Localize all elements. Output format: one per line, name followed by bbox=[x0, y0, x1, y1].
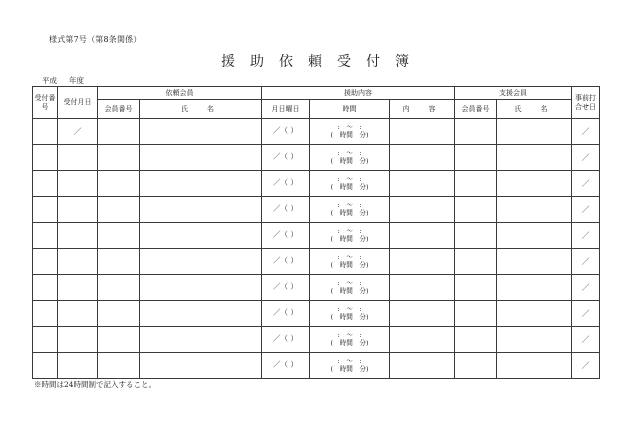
duration-mark: ( 時間 分) bbox=[330, 234, 369, 243]
cell-support-date[interactable]: ／（ ） bbox=[262, 275, 310, 301]
cell-support-time[interactable] bbox=[310, 197, 390, 223]
cell-requester-id[interactable] bbox=[98, 275, 140, 301]
cell-requester-name[interactable] bbox=[140, 327, 262, 353]
time-range-mark: : 〜 : bbox=[337, 304, 362, 313]
cell-number[interactable] bbox=[33, 327, 58, 353]
cell-support-date[interactable]: ／（ ） bbox=[262, 171, 310, 197]
duration-mark: ( 時間 分) bbox=[330, 260, 369, 269]
time-range-mark: : 〜 : bbox=[337, 252, 362, 261]
cell-helper-id[interactable] bbox=[455, 327, 497, 353]
cell-support-detail[interactable] bbox=[390, 223, 455, 249]
cell-number[interactable] bbox=[33, 197, 58, 223]
cell-helper-name[interactable] bbox=[497, 119, 572, 145]
cell-helper-id[interactable] bbox=[455, 197, 497, 223]
header-requester-name: 氏 名 bbox=[140, 100, 262, 119]
header-date: 受付月日 bbox=[58, 87, 98, 119]
cell-number[interactable] bbox=[33, 249, 58, 275]
time-range-mark: : 〜 : bbox=[337, 330, 362, 339]
cell-helper-name[interactable] bbox=[497, 223, 572, 249]
cell-prior-meeting[interactable]: ／ bbox=[572, 119, 600, 145]
ledger-row bbox=[33, 145, 600, 171]
ledger-row bbox=[33, 197, 600, 223]
duration-mark: ( 時間 分) bbox=[330, 182, 369, 191]
cell-support-detail[interactable] bbox=[390, 145, 455, 171]
cell-support-date[interactable]: ／（ ） bbox=[262, 327, 310, 353]
cell-requester-id[interactable] bbox=[98, 119, 140, 145]
request-ledger-table bbox=[32, 86, 600, 379]
cell-support-time[interactable] bbox=[310, 119, 390, 145]
footnote: ※時間は24時間制で記入すること。 bbox=[34, 380, 157, 389]
cell-support-date[interactable]: ／（ ） bbox=[262, 301, 310, 327]
cell-prior-meeting[interactable]: ／ bbox=[572, 249, 600, 275]
time-range-mark: : 〜 : bbox=[337, 174, 362, 183]
cell-number[interactable] bbox=[33, 145, 58, 171]
cell-helper-id[interactable] bbox=[455, 171, 497, 197]
time-range-mark: : 〜 : bbox=[337, 200, 362, 209]
cell-requester-id[interactable] bbox=[98, 223, 140, 249]
time-range-mark: : 〜 : bbox=[337, 278, 362, 287]
cell-received-date[interactable]: ／ bbox=[58, 119, 98, 145]
cell-helper-id[interactable] bbox=[455, 249, 497, 275]
cell-requester-id[interactable] bbox=[98, 171, 140, 197]
cell-prior-meeting[interactable]: ／ bbox=[572, 327, 600, 353]
cell-helper-name[interactable] bbox=[497, 197, 572, 223]
era-label: 平成 bbox=[42, 76, 57, 85]
cell-requester-id[interactable] bbox=[98, 353, 140, 379]
cell-received-date[interactable] bbox=[58, 275, 98, 301]
cell-helper-id[interactable] bbox=[455, 275, 497, 301]
cell-received-date[interactable] bbox=[58, 145, 98, 171]
cell-requester-name[interactable] bbox=[140, 119, 262, 145]
header-number: 受付番号 bbox=[33, 87, 58, 119]
cell-helper-name[interactable] bbox=[497, 249, 572, 275]
cell-support-date[interactable]: ／（ ） bbox=[262, 249, 310, 275]
duration-mark: ( 時間 分) bbox=[330, 130, 369, 139]
cell-support-time[interactable] bbox=[310, 145, 390, 171]
cell-received-date[interactable] bbox=[58, 249, 98, 275]
cell-received-date[interactable] bbox=[58, 353, 98, 379]
cell-prior-meeting[interactable]: ／ bbox=[572, 171, 600, 197]
cell-number[interactable] bbox=[33, 353, 58, 379]
cell-support-time[interactable] bbox=[310, 327, 390, 353]
cell-support-time[interactable] bbox=[310, 171, 390, 197]
cell-helper-name[interactable] bbox=[497, 145, 572, 171]
cell-helper-id[interactable] bbox=[455, 119, 497, 145]
header-requester-group: 依頼会員 bbox=[98, 87, 262, 100]
cell-support-time[interactable] bbox=[310, 223, 390, 249]
duration-mark: ( 時間 分) bbox=[330, 338, 369, 347]
cell-helper-name[interactable] bbox=[497, 301, 572, 327]
header-helper-id: 会員番号 bbox=[455, 100, 497, 119]
fiscal-year-line bbox=[42, 75, 84, 86]
cell-helper-name[interactable] bbox=[497, 275, 572, 301]
header-support-detail: 内 容 bbox=[390, 100, 455, 119]
duration-mark: ( 時間 分) bbox=[330, 156, 369, 165]
ledger-row bbox=[33, 327, 600, 353]
cell-requester-name[interactable] bbox=[140, 145, 262, 171]
duration-mark: ( 時間 分) bbox=[330, 286, 369, 295]
cell-requester-id[interactable] bbox=[98, 145, 140, 171]
header-helper-group: 支援会員 bbox=[455, 87, 572, 100]
header-support-date: 月日曜日 bbox=[262, 100, 310, 119]
ledger-row bbox=[33, 119, 600, 145]
cell-received-date[interactable] bbox=[58, 171, 98, 197]
cell-helper-id[interactable] bbox=[455, 353, 497, 379]
duration-mark: ( 時間 分) bbox=[330, 208, 369, 217]
header-support-group: 援助内容 bbox=[262, 87, 455, 100]
cell-helper-id[interactable] bbox=[455, 145, 497, 171]
cell-support-detail[interactable] bbox=[390, 301, 455, 327]
cell-requester-id[interactable] bbox=[98, 327, 140, 353]
ledger-row bbox=[33, 249, 600, 275]
time-range-mark: : 〜 : bbox=[337, 226, 362, 235]
cell-received-date[interactable] bbox=[58, 223, 98, 249]
cell-received-date[interactable] bbox=[58, 197, 98, 223]
cell-requester-name[interactable] bbox=[140, 301, 262, 327]
ledger-row bbox=[33, 275, 600, 301]
cell-number[interactable] bbox=[33, 223, 58, 249]
cell-requester-name[interactable] bbox=[140, 275, 262, 301]
header-prior-meeting: 事前打合せ日 bbox=[572, 87, 600, 119]
cell-number[interactable] bbox=[33, 171, 58, 197]
cell-prior-meeting[interactable]: ／ bbox=[572, 275, 600, 301]
time-range-mark: : 〜 : bbox=[337, 356, 362, 365]
form-number: 様式第7号（第8条関係） bbox=[49, 35, 142, 44]
ledger-row bbox=[33, 223, 600, 249]
cell-number[interactable] bbox=[33, 119, 58, 145]
cell-prior-meeting[interactable]: ／ bbox=[572, 197, 600, 223]
cell-support-date[interactable]: ／（ ） bbox=[262, 119, 310, 145]
cell-support-date[interactable]: ／（ ） bbox=[262, 223, 310, 249]
cell-support-time[interactable] bbox=[310, 249, 390, 275]
cell-helper-id[interactable] bbox=[455, 301, 497, 327]
cell-number[interactable] bbox=[33, 301, 58, 327]
cell-requester-name[interactable] bbox=[140, 249, 262, 275]
cell-received-date[interactable] bbox=[58, 327, 98, 353]
cell-support-detail[interactable] bbox=[390, 171, 455, 197]
cell-support-detail[interactable] bbox=[390, 275, 455, 301]
cell-support-date[interactable]: ／（ ） bbox=[262, 197, 310, 223]
cell-support-date[interactable]: ／（ ） bbox=[262, 145, 310, 171]
cell-helper-name[interactable] bbox=[497, 353, 572, 379]
time-range-mark: : 〜 : bbox=[337, 148, 362, 157]
cell-support-time[interactable] bbox=[310, 353, 390, 379]
cell-support-date[interactable]: ／（ ） bbox=[262, 353, 310, 379]
page-title: 援助依頼受付簿 bbox=[221, 54, 424, 70]
ledger-row bbox=[33, 301, 600, 327]
ledger-row bbox=[33, 171, 600, 197]
cell-support-time[interactable] bbox=[310, 301, 390, 327]
cell-number[interactable] bbox=[33, 275, 58, 301]
cell-helper-name[interactable] bbox=[497, 327, 572, 353]
header-helper-name: 氏 名 bbox=[497, 100, 572, 119]
cell-requester-id[interactable] bbox=[98, 249, 140, 275]
cell-support-time[interactable] bbox=[310, 275, 390, 301]
cell-requester-name[interactable] bbox=[140, 223, 262, 249]
duration-mark: ( 時間 分) bbox=[330, 312, 369, 321]
ledger-row bbox=[33, 353, 600, 379]
cell-support-detail[interactable] bbox=[390, 249, 455, 275]
cell-helper-id[interactable] bbox=[455, 223, 497, 249]
cell-requester-name[interactable] bbox=[140, 353, 262, 379]
cell-support-detail[interactable] bbox=[390, 119, 455, 145]
time-range-mark: : 〜 : bbox=[337, 122, 362, 131]
cell-received-date[interactable] bbox=[58, 301, 98, 327]
cell-requester-name[interactable] bbox=[140, 171, 262, 197]
cell-support-detail[interactable] bbox=[390, 197, 455, 223]
cell-requester-name[interactable] bbox=[140, 197, 262, 223]
cell-requester-id[interactable] bbox=[98, 301, 140, 327]
header-support-time: 時間 bbox=[310, 100, 390, 119]
nendo-label: 年度 bbox=[69, 76, 84, 85]
cell-support-detail[interactable] bbox=[390, 353, 455, 379]
cell-prior-meeting[interactable]: ／ bbox=[572, 353, 600, 379]
duration-mark: ( 時間 分) bbox=[330, 364, 369, 373]
header-requester-id: 会員番号 bbox=[98, 100, 140, 119]
cell-prior-meeting[interactable]: ／ bbox=[572, 145, 600, 171]
cell-helper-name[interactable] bbox=[497, 171, 572, 197]
cell-support-detail[interactable] bbox=[390, 327, 455, 353]
cell-prior-meeting[interactable]: ／ bbox=[572, 223, 600, 249]
cell-prior-meeting[interactable]: ／ bbox=[572, 301, 600, 327]
cell-requester-id[interactable] bbox=[98, 197, 140, 223]
